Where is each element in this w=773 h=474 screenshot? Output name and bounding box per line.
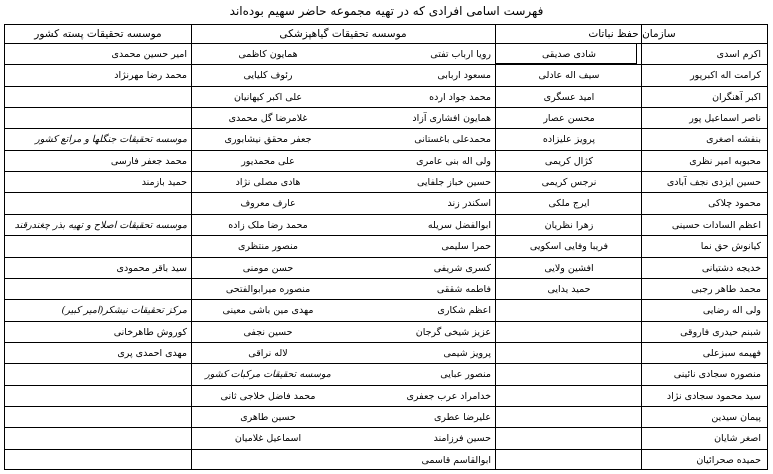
org-name-cell: موسسه تحقیقات مرکبات کشور <box>205 369 331 381</box>
person-name-cell: محمود چلاکی <box>708 198 761 210</box>
person-name-cell <box>501 364 637 385</box>
column-divider-2 <box>495 25 496 469</box>
person-name-cell: کیانوش حق نما <box>700 241 761 253</box>
person-name-cell: بنفشه اصغری <box>706 134 761 146</box>
person-name-cell: حسین خباز جلفایی <box>417 177 491 189</box>
person-name-cell: محمد رضا مهرنژاد <box>114 70 187 82</box>
person-name-cell: فهیمه سبزعلی <box>702 347 761 359</box>
column-divider-3 <box>641 25 642 469</box>
person-name-cell: ایرج ملکی <box>548 198 590 210</box>
person-name-cell: پرویز علیزاده <box>542 134 596 146</box>
person-name-cell: علیرضا عطری <box>433 411 491 423</box>
person-name-cell: ولی اله بنی عامری <box>416 155 491 167</box>
page-title: فهرست اسامی افرادی که در تهیه مجموعه حاضر سهیم بوده‌اند <box>229 4 544 18</box>
person-name-cell: زهرا نظریان <box>544 219 594 231</box>
header-plant-pests-institute: موسسه تحقیقات گیاهپزشکی <box>279 28 407 40</box>
person-name-cell: محمد جواد ارده <box>429 91 491 103</box>
person-name-cell: فریبا وفایی اسکویی <box>529 241 609 253</box>
person-name-cell: حسین طاهری <box>240 411 296 423</box>
person-name-cell: مهدی احمدی پری <box>117 347 187 359</box>
person-name-cell <box>9 407 187 428</box>
person-name-cell: حمید بازمند <box>141 177 187 189</box>
person-name-cell: کوروش طاهرخانی <box>113 326 187 338</box>
header-plant-protection: سازمان حفظ نباتات <box>588 28 676 40</box>
person-name-cell: شبنم حیدری فاروقی <box>680 326 761 338</box>
person-name-cell <box>501 407 637 428</box>
person-name-cell <box>9 108 187 129</box>
header-pistachio-institute: موسسه تحقیقات پسته کشور <box>34 28 162 40</box>
person-name-cell: هادی مصلی نژاد <box>235 177 301 189</box>
person-name-cell: محمد فاضل خلاجی ثانی <box>220 390 316 402</box>
person-name-cell: جعفر محقق نیشابوری <box>224 134 312 146</box>
person-name-cell: رئوف کلیایی <box>243 70 293 82</box>
person-name-cell: پرویز شیمی <box>443 347 491 359</box>
person-name-cell: عارف معروف <box>240 198 296 210</box>
person-name-cell: محمد رضا ملک زاده <box>228 219 308 231</box>
person-name-cell: کرامت اله اکبرپور <box>690 70 761 82</box>
person-name-cell: غلامرضا گل محمدی <box>228 113 308 125</box>
person-name-cell: حمیده صحرائیان <box>696 454 761 466</box>
person-name-cell <box>501 450 637 471</box>
person-name-cell: ولی اله رضایی <box>702 305 761 317</box>
person-name-cell: رویا ارباب تفتی <box>430 49 491 60</box>
person-name-cell: حمید یدایی <box>547 283 591 295</box>
person-name-cell: اعظم شکاری <box>437 305 491 317</box>
person-name-cell: حسن مومنی <box>242 262 294 274</box>
person-name-cell: ابوالفضل سریله <box>427 219 491 231</box>
person-name-cell: اعظم السادات حسینی <box>671 219 761 231</box>
person-name-cell: خدیجه دشتیانی <box>701 262 761 274</box>
person-name-cell: فاطمه شققی <box>436 283 491 295</box>
person-name-cell: اسماعیل غلامیان <box>234 433 302 445</box>
person-name-cell: عزیز شیخی گرجان <box>415 326 491 338</box>
person-name-cell <box>9 364 187 385</box>
person-name-cell <box>9 236 187 257</box>
staff-table <box>4 24 768 470</box>
person-name-cell: حسین فرزامند <box>433 433 491 445</box>
person-name-cell: افشین ولایی <box>544 262 594 274</box>
person-name-cell: اکرم اسدی <box>716 49 761 60</box>
person-name-cell: سید محمود سجادی نژاد <box>666 390 761 402</box>
person-name-cell: اکبر آهنگران <box>712 91 761 103</box>
person-name-cell: حسین ایزدی نجف آبادی <box>666 177 761 189</box>
person-name-cell <box>501 343 637 364</box>
org-name-cell: موسسه تحقیقات اصلاح و تهیه بذر چغندرقند <box>14 219 187 231</box>
person-name-cell: ابوالقاسم قاسمی <box>421 454 491 466</box>
person-name-cell <box>501 300 637 321</box>
org-name-cell: مرکز تحقیقات نیشکر(امیر کبیر) <box>61 305 187 317</box>
org-name-cell: موسسه تحقیقات جنگلها و مراتع کشور <box>35 134 187 146</box>
person-name-cell <box>195 450 341 471</box>
person-name-cell: سید باقر محمودی <box>116 262 187 274</box>
person-name-cell: همایون کاظمی <box>238 49 298 60</box>
person-name-cell: علی محمدیور <box>241 155 295 167</box>
person-name-cell: محمد جعفر فارسی <box>110 155 187 167</box>
person-name-cell: شادی صدیقی <box>542 49 596 60</box>
person-name-cell <box>9 87 187 108</box>
person-name-cell: حسین نجفی <box>243 326 293 338</box>
person-name-cell: منصور منتظری <box>237 241 298 253</box>
person-name-cell: سیف اله عادلی <box>538 70 600 82</box>
person-name-cell: کژال کریمی <box>544 155 594 167</box>
person-name-cell: محبوبه امیر نظری <box>689 155 761 167</box>
person-name-cell: همایون افشاری آزاد <box>412 113 491 125</box>
person-name-cell <box>9 386 187 407</box>
person-name-cell: منصوره میرابوالفتحی <box>225 283 311 295</box>
person-name-cell: ناصر اسماعیل پور <box>689 113 761 125</box>
person-name-cell: پیمان سیدین <box>711 411 761 423</box>
person-name-cell: علی اکبر کیهانیان <box>233 91 303 103</box>
person-name-cell <box>501 322 637 343</box>
person-name-cell <box>501 428 637 449</box>
person-name-cell <box>501 386 637 407</box>
person-name-cell: امید عسگری <box>543 91 595 103</box>
person-name-cell: مسعود اربابی <box>437 70 491 82</box>
person-name-cell: اسکندر زند <box>447 198 491 210</box>
person-name-cell: اصغر شایان <box>714 433 761 445</box>
person-name-cell: نرجس کریمی <box>541 177 597 189</box>
person-name-cell: خدامراد عرب جعفری <box>406 390 491 402</box>
person-name-cell: مهدی مین باشی معینی <box>222 305 314 317</box>
person-name-cell: لاله نراقی <box>248 347 288 359</box>
person-name-cell: امیر حسین محمدی <box>111 49 187 60</box>
person-name-cell <box>9 428 187 449</box>
person-name-cell <box>9 193 187 214</box>
person-name-cell: منصور عبایی <box>440 369 491 381</box>
person-name-cell <box>9 279 187 300</box>
person-name-cell: کسری شریفی <box>433 262 491 274</box>
person-name-cell: منصوره سجادی نائینی <box>673 369 761 381</box>
person-name-cell: حمرا سلیمی <box>441 241 491 253</box>
person-name-cell <box>9 450 187 471</box>
person-name-cell: محسن عصار <box>543 113 595 125</box>
person-name-cell: محمدعلی باغستانی <box>414 134 491 146</box>
column-divider-1 <box>191 25 192 469</box>
person-name-cell: محمد طاهر رجبی <box>691 283 761 295</box>
